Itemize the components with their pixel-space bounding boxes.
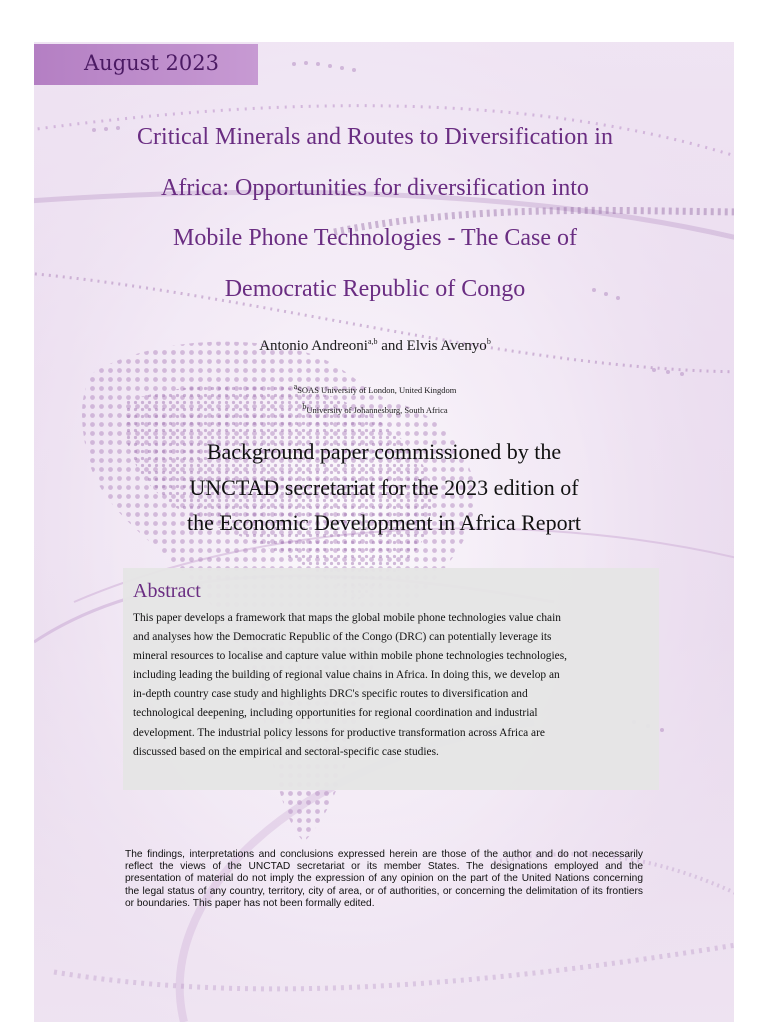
abstract-line: in-depth country case study and highlights DRC's specific routes to diversification and	[133, 688, 528, 701]
abstract-line: development. The industrial policy lessons for productive transformation across Africa are	[133, 726, 545, 739]
title-line: Democratic Republic of Congo	[224, 275, 526, 302]
abstract-body	[133, 609, 658, 762]
affiliation-text: SOAS University of London, United Kingdom	[297, 385, 457, 395]
background-paper-note	[100, 434, 668, 541]
affiliation	[60, 382, 690, 395]
abstract-box	[123, 568, 659, 790]
author-affiliation-marker: b	[486, 337, 491, 346]
date-tab	[34, 44, 258, 85]
title-line: Mobile Phone Technologies - The Case of	[172, 225, 578, 251]
title-line: Critical Minerals and Routes to Diversification in	[137, 124, 613, 150]
paper-title	[60, 112, 690, 314]
author-affiliation-marker: a,b	[367, 337, 378, 346]
abstract-heading: Abstract	[133, 580, 201, 602]
affiliation-marker: a	[293, 382, 298, 392]
author-name: Antonio Andreoni	[259, 338, 368, 354]
date-label: August 2023	[84, 51, 219, 75]
affiliation	[60, 402, 690, 415]
authors-line	[60, 338, 690, 355]
abstract-line: This paper develops a framework that maps the global mobile phone technologies value chain	[133, 612, 561, 624]
title-line: Africa: Opportunities for diversification into	[161, 174, 589, 201]
author-name: Elvis Avenyo	[406, 338, 487, 354]
disclaimer-text: The findings, interpretations and conclusions expressed herein are those of the author and do not necessarily reflect the views of the UNCTAD secretariat or its member States. The designations employed and the presentation of material do not imply the expression of any opinion on the part of the United Nations concerning the legal status of any country, territory, city of area, or of authorities, or concerning the delimitation of its frontiers or boundaries. This paper has not been formally edited.	[125, 849, 643, 909]
abstract-line: mineral resources to localise and capture value within mobile phone technologies technologies,	[133, 650, 567, 663]
affiliation-text: University of Johannesburg, South Africa	[306, 405, 448, 415]
background-line: the Economic Development in Africa Report	[186, 510, 582, 535]
affiliation-marker: b	[302, 402, 307, 412]
abstract-line: including leading the building of regional value chains in Africa. In doing this, we develop an	[133, 669, 560, 682]
abstract-line: and analyses how the Democratic Republic of the Congo (DRC) can potentially leverage its	[133, 631, 552, 644]
background-line: UNCTAD secretariat for the 2023 edition of	[189, 474, 579, 500]
background-line: Background paper commissioned by the	[206, 439, 562, 464]
author-conjunction: and	[377, 338, 407, 354]
abstract-line: technological deepening, including opportunities for regional coordination and industrial	[133, 707, 538, 720]
abstract-line: discussed based on the empirical and sectoral-specific case studies.	[133, 745, 439, 758]
